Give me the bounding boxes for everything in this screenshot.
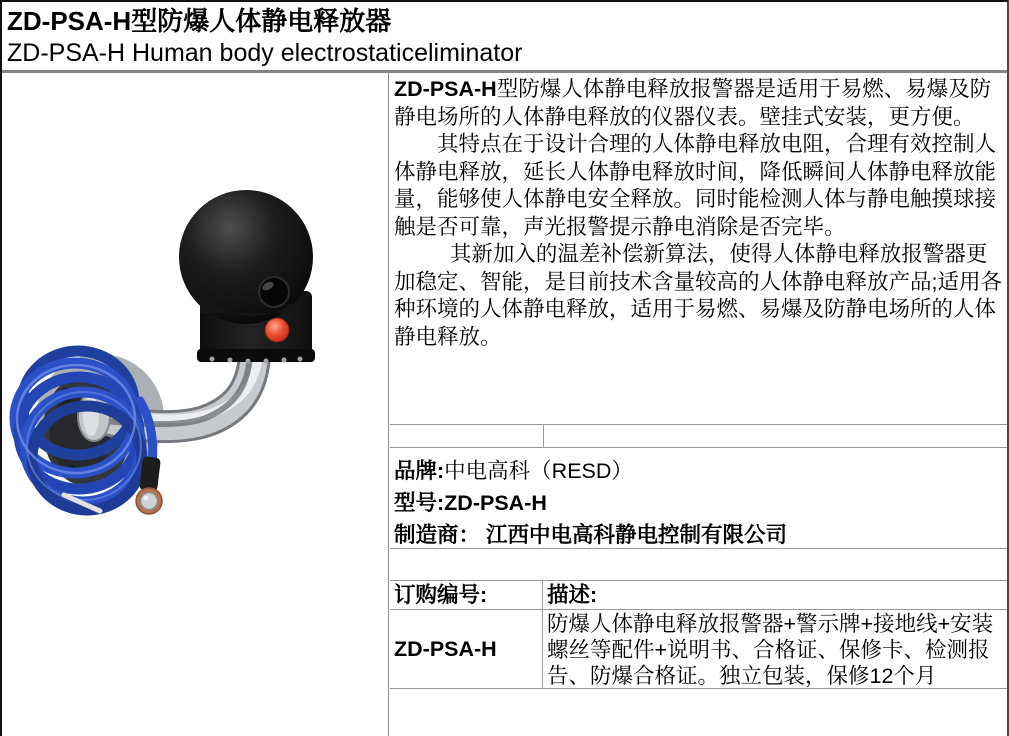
product-photo-cell — [2, 73, 389, 736]
page-title: ZD-PSA-H型防爆人体静电释放器 — [7, 6, 392, 36]
table-row — [390, 610, 1007, 689]
empty-bottom-row — [390, 689, 1007, 736]
brand-info — [390, 448, 1007, 549]
manufacturer-value: 江西中电高科静电控制有限公司 — [486, 523, 788, 547]
order-no-column-header: 订购编号: — [390, 581, 543, 609]
product-photo — [2, 73, 388, 736]
model-name-bold: ZD-PSA-H — [394, 77, 497, 101]
header — [2, 2, 1007, 73]
product-description — [390, 73, 1007, 425]
details-column — [390, 73, 1007, 736]
status-led-icon — [265, 318, 289, 342]
description-column-header: 描述: — [547, 583, 598, 607]
order-no-cell: ZD-PSA-H — [390, 610, 543, 688]
manufacturer-label: 制造商： — [394, 523, 481, 547]
order-description-cell: 防爆人体静电释放报警器+警示牌+接地线+安装螺丝等配件+说明书、合格证、保修卡、检测报告、防爆合格证。独立包装，保修12个月 — [547, 612, 994, 688]
brand-label: 品牌: — [394, 459, 445, 483]
brand-line — [394, 455, 1007, 487]
description-paragraph-1: ZD-PSA-H型防爆人体静电释放报警器是适用于易燃、易爆及防静电场所的人体静电释放的仪器仪表。壁挂式安装，更方便。 — [394, 77, 992, 129]
order-table-header — [390, 581, 1007, 610]
brand-value: 中电高科（RESD） — [444, 459, 633, 483]
model-label: 型号: — [394, 491, 445, 515]
sensor-icon — [259, 277, 289, 307]
cell-divider — [543, 425, 544, 447]
empty-spacer-row — [390, 549, 1007, 581]
description-paragraph-3: 其新加入的温差补偿新算法，使得人体静电释放报警器更加稳定、智能，是目前技术含量较高的人体静电释放产品;适用各种环境的人体静电释放，适用于易燃、易爆及防静电场所的人体静电释放。 — [394, 242, 1002, 349]
empty-spacer-row — [390, 425, 1007, 448]
manufacturer-line — [394, 519, 1007, 549]
touch-ball — [179, 190, 313, 324]
page-subtitle-en: ZD-PSA-H Human body electrostaticeliminator — [7, 39, 523, 67]
model-line — [394, 487, 1007, 519]
model-value: ZD-PSA-H — [444, 491, 547, 515]
description-paragraph-2: 其特点在于设计合理的人体静电释放电阻，合理有效控制人体静电释放，延长人体静电释放时间，降低瞬间人体静电释放能量，能够使人体静电安全释放。同时能检测人体与静电触摸球接触是否可靠，声光报警提示静电消除是否完毕。 — [394, 132, 997, 239]
